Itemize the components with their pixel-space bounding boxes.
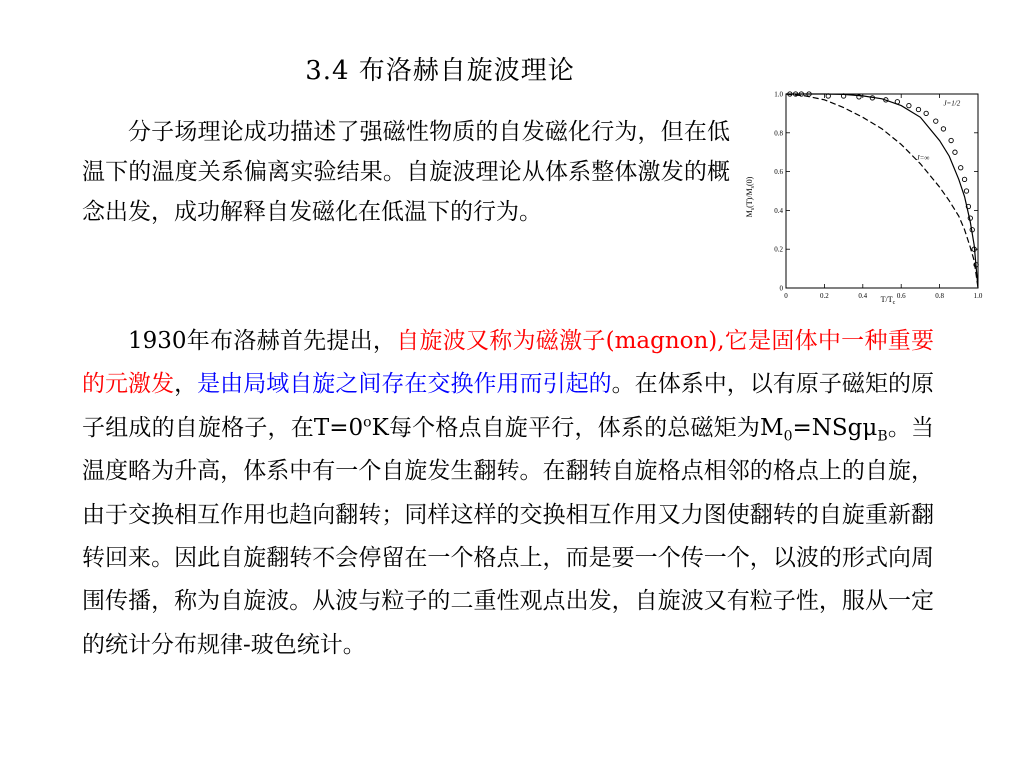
chart-plot-area — [774, 91, 983, 301]
paragraph-lead: 1930年布洛赫首先提出， — [128, 328, 397, 354]
data-point — [916, 107, 920, 111]
data-point — [941, 127, 945, 131]
magnon-paragraph — [82, 320, 934, 667]
data-point — [953, 150, 957, 154]
y-tick-label: 0 — [779, 284, 783, 293]
data-point — [962, 177, 966, 181]
data-point — [959, 166, 963, 170]
data-point — [907, 103, 911, 107]
x-tick-label: 0.4 — [858, 292, 868, 300]
x-tick-label: 0.6 — [896, 292, 906, 300]
x-tick-label: 0 — [784, 292, 788, 300]
data-point — [924, 111, 928, 115]
paragraph-text-4: 。当温度略为升高，体系中有一个自旋发生翻转。在翻转自旋格点相邻的格点上的自旋，由于交换相互作用也趋向翻转；同样这样的交换相互作用又力图使翻转的自旋重新翻转回来。因此自旋翻转不会停留在一个格点上，而是要一个传一个，以波的形式向周围传播，称为自旋波。从波与粒子的二重性观点出发，自旋波又有粒子性，服从一定的统计分布规律-玻色统计。 — [82, 414, 935, 658]
m0-subscript: 0 — [783, 428, 793, 445]
y-tick-label: 0.2 — [774, 245, 783, 254]
magnetization-chart — [740, 82, 990, 306]
series-line-j-half — [786, 94, 978, 288]
data-point — [895, 100, 899, 104]
data-point — [964, 189, 968, 193]
degree-superscript: o — [363, 414, 372, 431]
annotation-j-infinity: J=∞ — [916, 153, 930, 162]
y-tick-label: 1.0 — [774, 90, 783, 99]
x-tick-label: 0.2 — [820, 292, 829, 300]
muB-subscript: B — [877, 428, 888, 445]
y-tick-label: 0.6 — [774, 168, 783, 177]
paragraph-text-3: =NSgμ — [792, 414, 878, 441]
x-axis-label: $T/T_c$ — [880, 295, 896, 306]
y-tick-label: 0.8 — [774, 129, 783, 138]
paragraph-text-2: K每个格点自旋平行，体系的总磁矩为M — [371, 414, 784, 441]
page-title: 3.4 布洛赫自旋波理论 — [305, 56, 575, 86]
series-line-j-infinity — [786, 94, 978, 288]
intro-paragraph: 分子场理论成功描述了强磁性物质的自发磁化行为，但在低温下的温度关系偏离实验结果。自旋波理论从体系整体激发的概念出发，成功解释自发磁化在低温下的行为。 — [82, 119, 730, 225]
y-tick-label: 0.4 — [774, 206, 783, 215]
data-point — [934, 119, 938, 123]
plot-frame — [786, 94, 978, 288]
paragraph-text-1: 。在体系中，以有原子磁矩的原子组成的自旋格子，在T=0 — [82, 371, 935, 441]
magnon-definition-red: 自旋波又称为磁激子(magnon),它是固体中一种重要的元激发 — [82, 328, 934, 398]
comma: ， — [174, 371, 198, 398]
data-point — [949, 138, 953, 142]
annotation-j-half: J=1/2 — [943, 99, 961, 108]
exchange-origin-blue: 是由局域自旋之间存在交换作用而引起的 — [197, 371, 612, 398]
y-axis-label: $M_s(T)/M_s(0)$ — [745, 176, 756, 218]
x-tick-label: 1.0 — [973, 292, 983, 300]
x-tick-label: 0.8 — [935, 292, 944, 300]
